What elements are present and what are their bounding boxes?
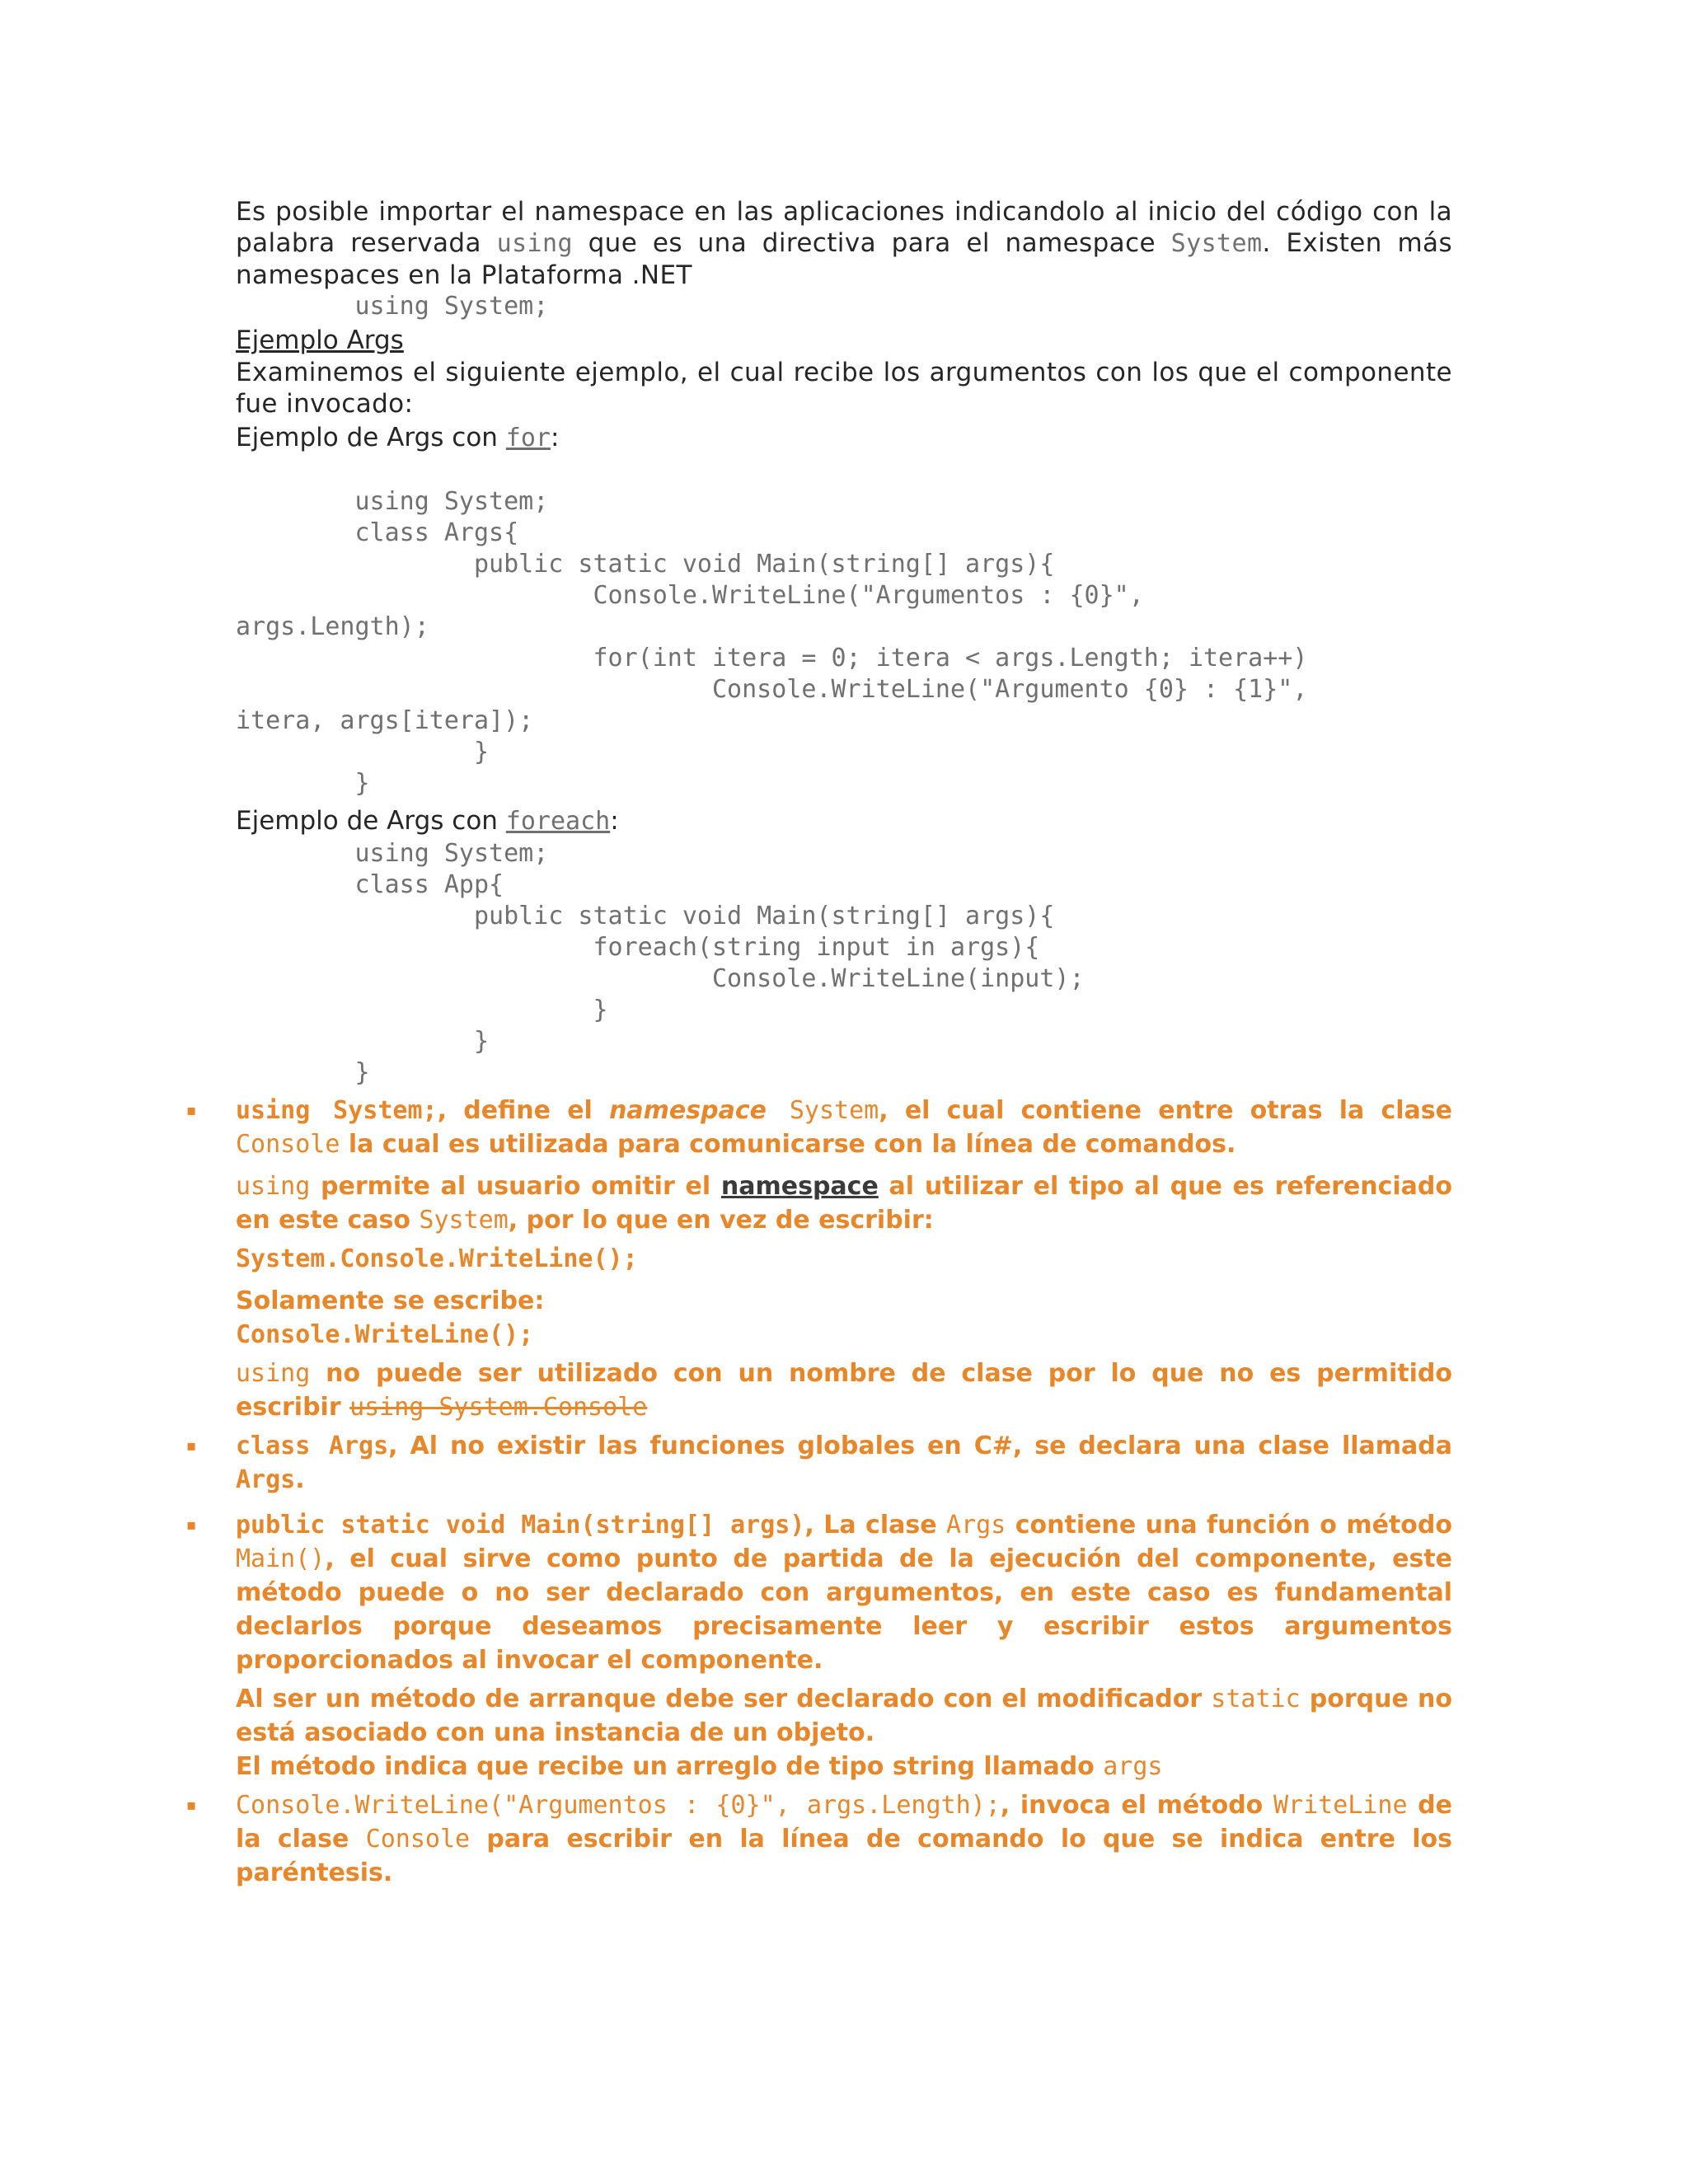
strikethrough-code: using System.Console [349,1393,648,1422]
inline-code: WriteLine [1273,1791,1408,1820]
text: Al ser un método de arranque debe ser declarado con el modificador [236,1685,1212,1713]
text: , invoca el método [1000,1791,1273,1820]
inline-code: using [496,229,573,258]
code-using-system: using System; [236,292,549,321]
text: , Al no existir las funciones globales en C#, se declara una clase llamada [388,1432,1452,1460]
inline-code: Console [236,1130,340,1159]
text: , el cual sirve como punto de partida de la ejecución del componente, este método puede o no ser declarado con argumentos, en este caso es fundamental declarlos porque deseamos precisamente leer y escribir estos argumentos proporcionados al invocar el componente. [236,1544,1452,1675]
bullet-icon: ▪ [186,1516,197,1534]
note-class-args [186,1429,1452,1497]
text: no puede ser utilizado con un nombre de clase por lo que no es permitido escribir [236,1359,1452,1422]
note-using-omit-namespace [236,1169,1452,1237]
text: de la clase [236,1791,1452,1854]
text: . Existen más namespaces en la Plataforma .NET [236,228,1452,290]
bullet-icon: ▪ [186,1437,197,1455]
note-code-full [236,1242,1452,1276]
text: para escribir en la línea de comando lo que se indica entre los paréntesis. [236,1825,1452,1887]
intro-paragraph [236,196,1452,291]
section-description: Examinemos el siguiente ejemplo, el cual recibe los argumentos con los que el componente fue invocado: [236,358,1452,419]
namespace-link[interactable]: namespace [720,1172,879,1201]
inline-code: args [1103,1752,1163,1781]
example-for-label [236,421,1452,455]
text: contiene una función o método [1006,1511,1452,1540]
text: . [295,1465,305,1494]
text: al utilizar el tipo al que es referenciado en este caso [236,1172,1453,1235]
inline-code: Args [946,1511,1006,1540]
text: Es posible importar el namespace en las aplicaciones indicandolo al inicio del código con la palabra reservada [236,197,1452,258]
inline-code: class Args [236,1432,389,1460]
code-example-for: using System; class Args{ public static void Main(string[] args){ Console.WriteLine("Argumentos : {0}", args.Length); for(int itera = 0; itera < args.Length; itera++) Console.WriteLine("Argumento {0} : {1}", itera, args[itera]); } } [236,487,1308,798]
text: : [610,806,619,836]
text: namespace [609,1096,767,1125]
code-example-foreach: using System; class App{ public static void Main(string[] args){ foreach(string input in args){ Console.WriteLine(input); } } } [354,839,1085,1087]
note-main-method [186,1508,1452,1677]
text: El método indica que recibe un arreglo de tipo string llamado [236,1752,1104,1781]
text: , el cual contiene entre otras la clase [879,1096,1452,1125]
text: porque no está asociado con una instancia de un objeto. [236,1685,1452,1747]
text: , La clase [804,1511,947,1540]
inline-code: System [766,1096,879,1125]
bullet-icon: ▪ [186,1797,197,1814]
inline-code: System [1170,229,1263,258]
inline-code: Console.WriteLine(); [236,1320,534,1349]
inline-code: Console.WriteLine("Argumentos : {0}", args.Length); [236,1791,1001,1820]
inline-code: static [1211,1685,1301,1713]
inline-code: System [419,1206,509,1235]
bullet-icon: ▪ [186,1102,197,1119]
inline-code: Console [365,1825,471,1854]
note-only-write: Solamente se escribe: [236,1286,545,1315]
inline-code: public static void Main(string[] args) [236,1511,805,1540]
text: que es una directiva para el namespace [572,228,1171,258]
text: Ejemplo de Args con [236,806,506,836]
document-content [186,196,1453,1890]
text: Ejemplo de Args con [236,423,506,452]
text: , define el [437,1096,610,1125]
note-console-writeline [186,1788,1452,1890]
inline-code: using [236,1172,311,1201]
inline-code: using System; [236,1096,438,1125]
inline-code: foreach [505,807,611,836]
note-using-system [186,1094,1452,1161]
inline-code: Args [236,1465,296,1494]
note-using-class-not-allowed [236,1357,1452,1424]
inline-code: using [236,1359,311,1388]
inline-code: System.Console.WriteLine(); [236,1244,638,1273]
note-code-short [236,1318,1452,1352]
section-title: Ejemplo Args [236,326,404,355]
note-args-array [236,1750,1452,1783]
text: , por lo que en vez de escribir: [508,1206,934,1235]
example-foreach-label [236,804,1452,838]
inline-code: Main() [236,1544,326,1573]
note-static-modifier [236,1682,1452,1750]
text: la cual es utilizada para comunicarse con la línea de comandos. [340,1130,1236,1159]
text: permite al usuario omitir el [310,1172,721,1201]
text: : [550,423,560,452]
inline-code: for [505,424,551,452]
